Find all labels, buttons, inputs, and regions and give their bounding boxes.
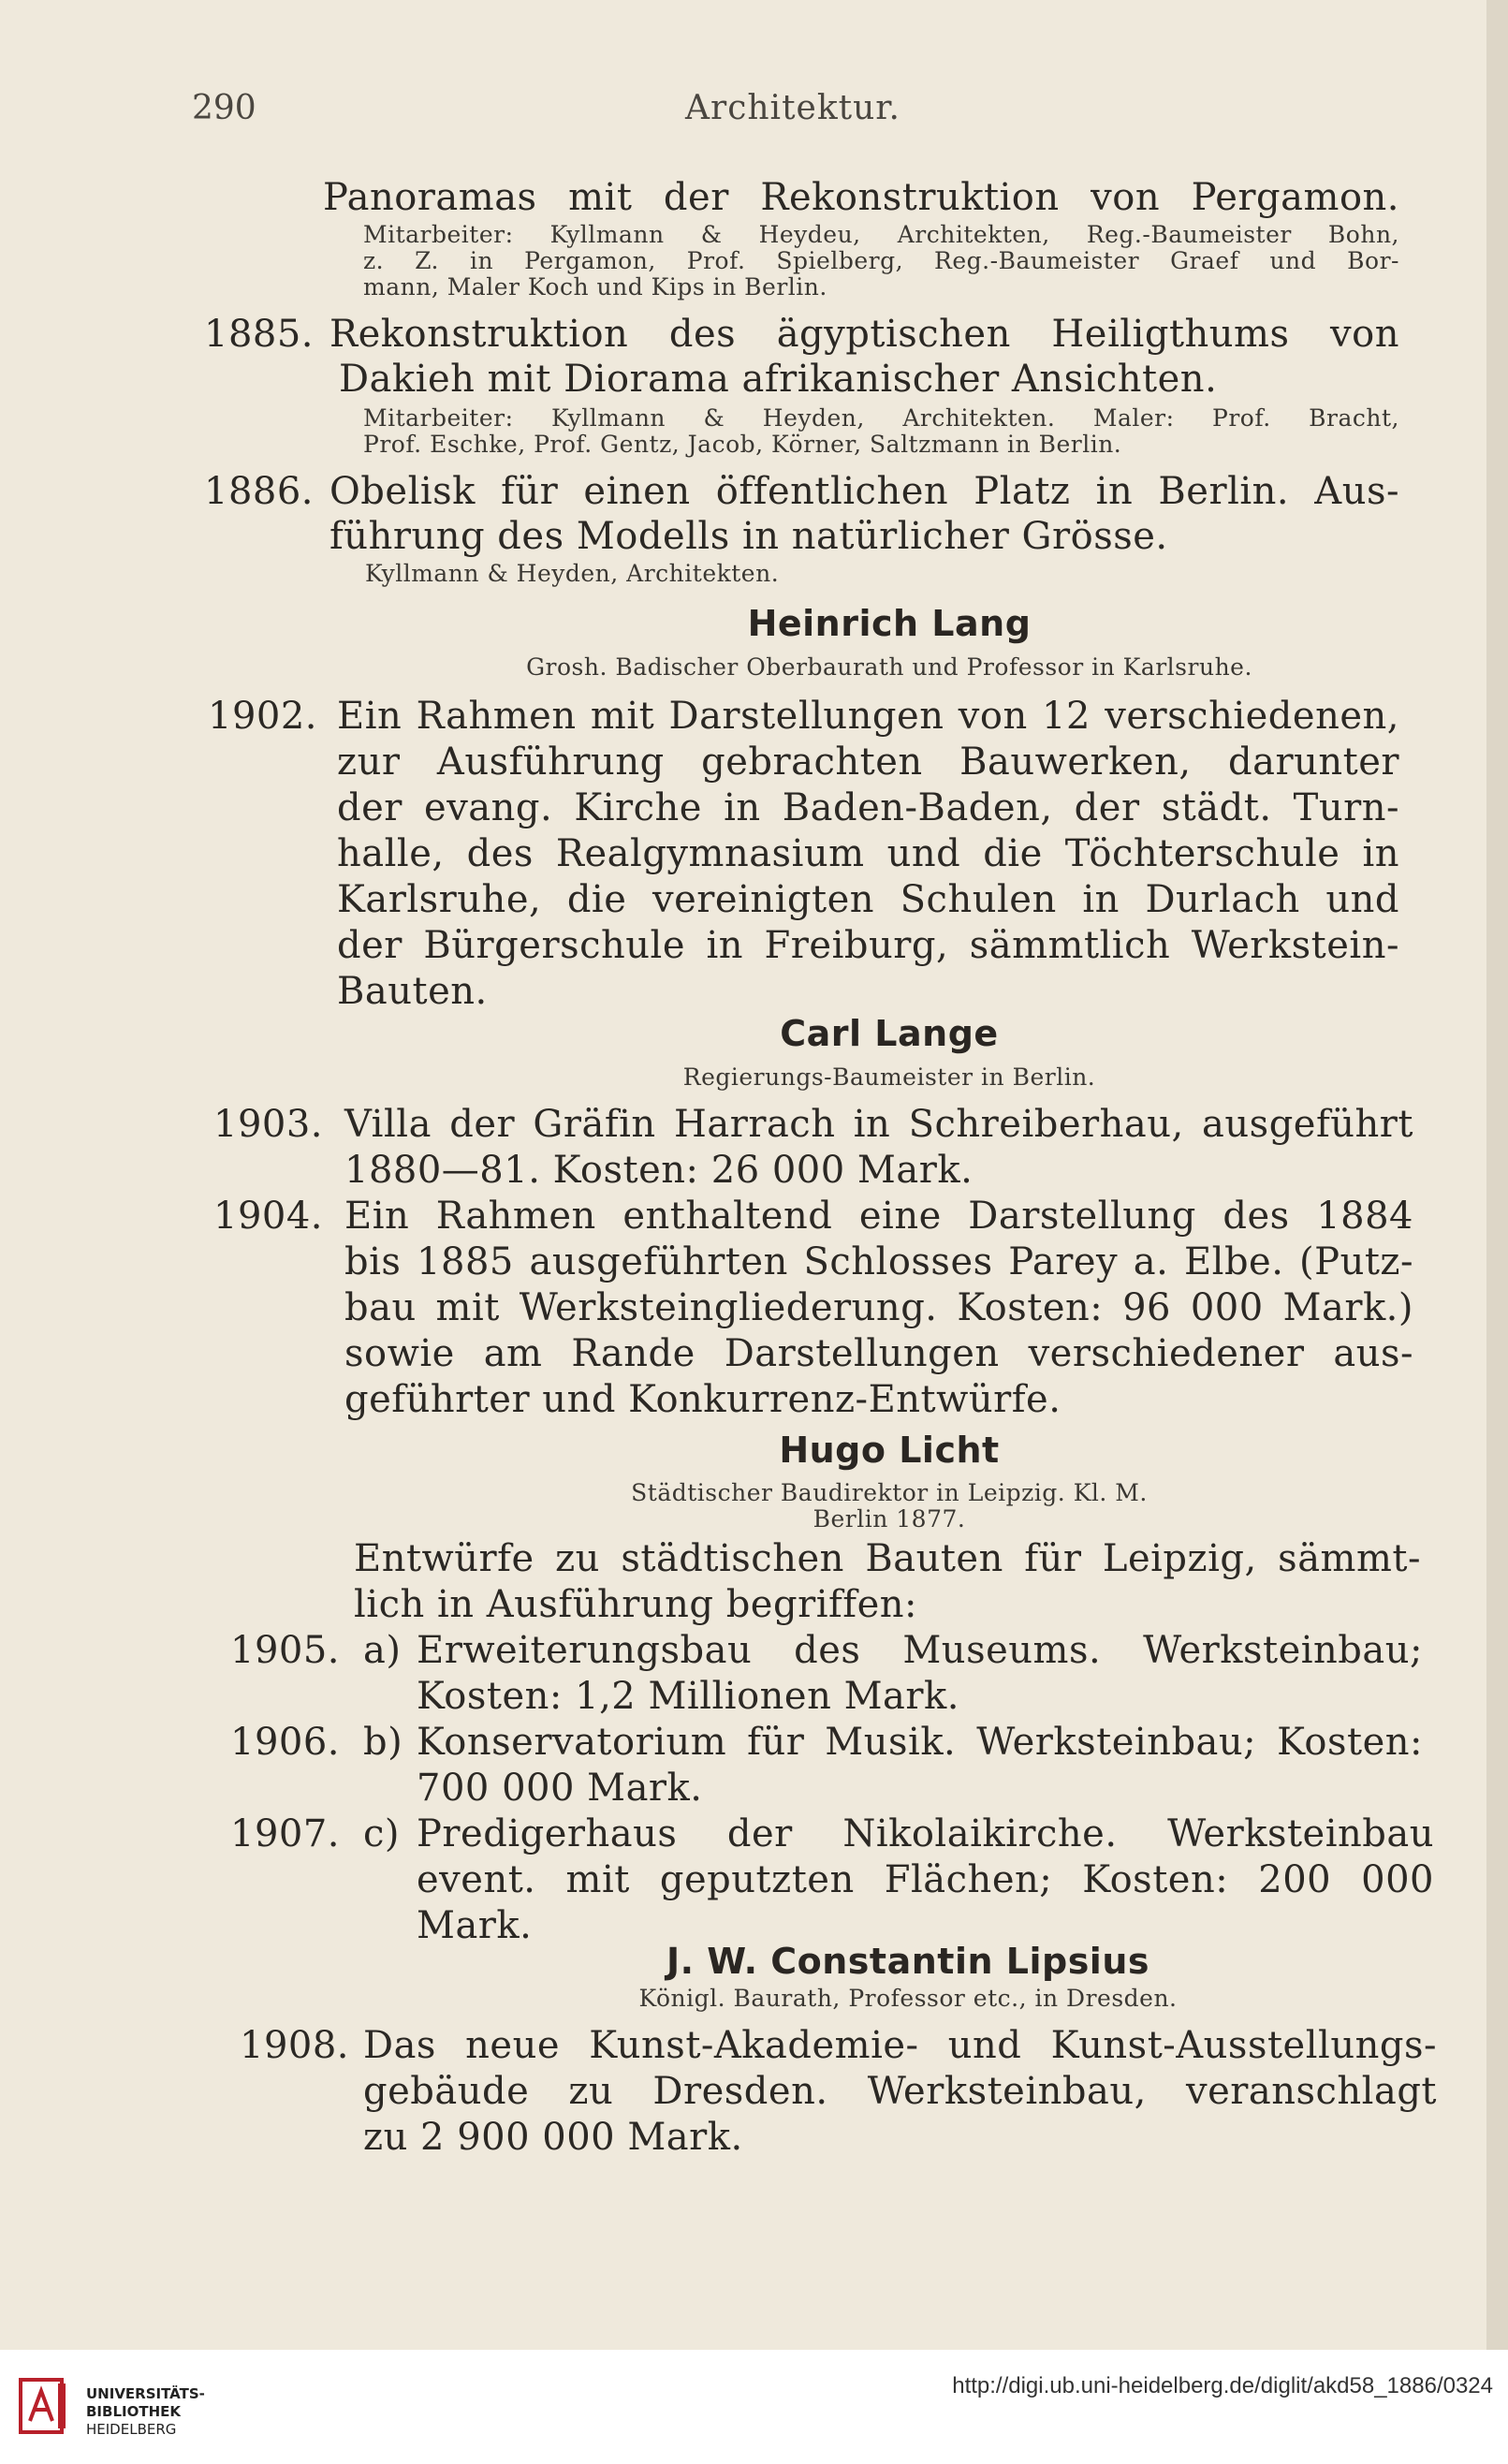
entry-year: 1905.	[230, 1629, 341, 1672]
entry-text-line: bis 1885 ausgeführten Schlosses Parey a. Elbe. (Putz-	[344, 1240, 1413, 1283]
artist-name: Heinrich Lang	[747, 603, 1032, 644]
entry-label: a)	[363, 1629, 402, 1672]
entry-text-line: zu 2 900 000 Mark.	[363, 2116, 743, 2159]
entry-text-line: Panoramas mit der Rekonstruktion von Pergamon.	[323, 176, 1399, 219]
artist-name: Carl Lange	[780, 1013, 999, 1054]
page-number: 290	[192, 89, 256, 127]
entry-note-line: Mitarbeiter: Kyllmann & Heyden, Architekten. Maler: Prof. Bracht,	[363, 404, 1399, 432]
artist-title: Königl. Baurath, Professor etc., in Dresden.	[638, 1985, 1178, 2012]
entry-text-line: Obelisk für einen öffentlichen Platz in Berlin. Aus-	[329, 470, 1399, 513]
entry-text-line: gebäude zu Dresden. Werksteinbau, veranschlagt	[363, 2070, 1437, 2113]
entry-text-line: Das neue Kunst-Akademie- und Kunst-Ausstellungs-	[363, 2024, 1437, 2067]
entry-text-line: Mark.	[417, 1904, 533, 1947]
entry-text-line: lich in Ausführung begriffen:	[354, 1583, 918, 1626]
entry-text-line: der evang. Kirche in Baden-Baden, der städt. Turn-	[337, 786, 1399, 829]
entry-text-line: der Bürgerschule in Freiburg, sämmtlich Werkstein-	[337, 924, 1399, 967]
entry-text-line: sowie am Rande Darstellungen verschiedener aus-	[344, 1332, 1413, 1375]
entry-year: 1903.	[213, 1103, 324, 1146]
entry-text-line: führung des Modells in natürlicher Grösse.	[329, 515, 1168, 558]
entry-year: 1902.	[208, 695, 318, 738]
entry-year: 1904.	[213, 1195, 324, 1238]
library-name-line: BIBLIOTHEK	[86, 2403, 181, 2420]
entry-text-line: Villa der Gräfin Harrach in Schreiberhau, ausgeführt	[344, 1103, 1413, 1146]
entry-year: 1907.	[230, 1812, 341, 1855]
entry-text-line: 1880—81. Kosten: 26 000 Mark.	[344, 1149, 974, 1192]
entry-label: c)	[363, 1812, 401, 1855]
artist-title: Städtischer Baudirektor in Leipzig. Kl. M.	[631, 1479, 1148, 1506]
library-name-line: HEIDELBERG	[86, 2421, 177, 2438]
library-name	[86, 2385, 205, 2439]
library-name-line: UNIVERSITÄTS-	[86, 2385, 205, 2402]
entry-text-line: Karlsruhe, die vereinigten Schulen in Durlach und	[337, 878, 1399, 921]
footer-bar	[0, 2350, 1508, 2464]
artist-title: Regierungs-Baumeister in Berlin.	[682, 1063, 1096, 1091]
entry-text-line: 700 000 Mark.	[417, 1767, 703, 1810]
artist-name: Hugo Licht	[779, 1430, 1000, 1471]
entry-text-line: Bauten.	[337, 970, 488, 1013]
entry-note-line: Prof. Eschke, Prof. Gentz, Jacob, Körner, Saltzmann in Berlin.	[363, 431, 1122, 458]
running-head: Architektur.	[685, 89, 901, 127]
entry-text-line: geführter und Konkurrenz-Entwürfe.	[344, 1378, 1061, 1421]
entry-text-line: Kosten: 1,2 Millionen Mark.	[417, 1675, 959, 1718]
entry-text-line: Konservatorium für Musik. Werksteinbau; Kosten:	[417, 1721, 1423, 1764]
entry-year: 1906.	[230, 1721, 341, 1764]
entry-note-line: mann, Maler Koch und Kips in Berlin.	[363, 273, 827, 301]
entry-year: 1908.	[240, 2024, 350, 2067]
entry-text-line: Erweiterungsbau des Museums. Werksteinbau;	[417, 1629, 1423, 1672]
entry-note-line: z. Z. in Pergamon, Prof. Spielberg, Reg.-Baumeister Graef und Bor-	[363, 247, 1399, 274]
page-edge	[1486, 0, 1508, 2350]
artist-title: Grosh. Badischer Oberbaurath und Professor in Karlsruhe.	[526, 653, 1252, 681]
entry-text-line: bau mit Werksteingliederung. Kosten: 96 000 Mark.)	[344, 1286, 1413, 1329]
entry-text-line: Ein Rahmen mit Darstellungen von 12 verschiedenen,	[337, 695, 1399, 738]
artist-name: J. W. Constantin Lipsius	[666, 1941, 1150, 1982]
entry-note-line: Kyllmann & Heyden, Architekten.	[365, 560, 780, 587]
source-url-link[interactable]: http://digi.ub.uni-heidelberg.de/diglit/akd58_1886/0324	[952, 2373, 1493, 2398]
entry-text-line: Ein Rahmen enthaltend eine Darstellung des 1884	[344, 1195, 1413, 1238]
entry-year: 1886.	[204, 470, 315, 513]
entry-text-line: Predigerhaus der Nikolaikirche. Werksteinbau	[417, 1812, 1434, 1855]
library-logo-icon	[17, 2376, 71, 2440]
entry-text-line: zur Ausführung gebrachten Bauwerken, darunter	[337, 741, 1399, 784]
entry-note-line: Mitarbeiter: Kyllmann & Heydeu, Architekten, Reg.-Baumeister Bohn,	[363, 221, 1399, 248]
entry-text-line: Dakieh mit Diorama afrikanischer Ansichten.	[339, 358, 1218, 401]
entry-text-line: event. mit geputzten Flächen; Kosten: 200 000	[417, 1858, 1434, 1901]
entry-year: 1885.	[204, 313, 315, 356]
entry-label: b)	[363, 1721, 403, 1764]
artist-title: Berlin 1877.	[813, 1505, 966, 1533]
entry-text-line: Entwürfe zu städtischen Bauten für Leipzig, sämmt-	[354, 1537, 1421, 1580]
entry-text-line: halle, des Realgymnasium und die Töchterschule in	[337, 832, 1399, 875]
entry-text-line: Rekonstruktion des ägyptischen Heiligthums von	[329, 313, 1399, 356]
